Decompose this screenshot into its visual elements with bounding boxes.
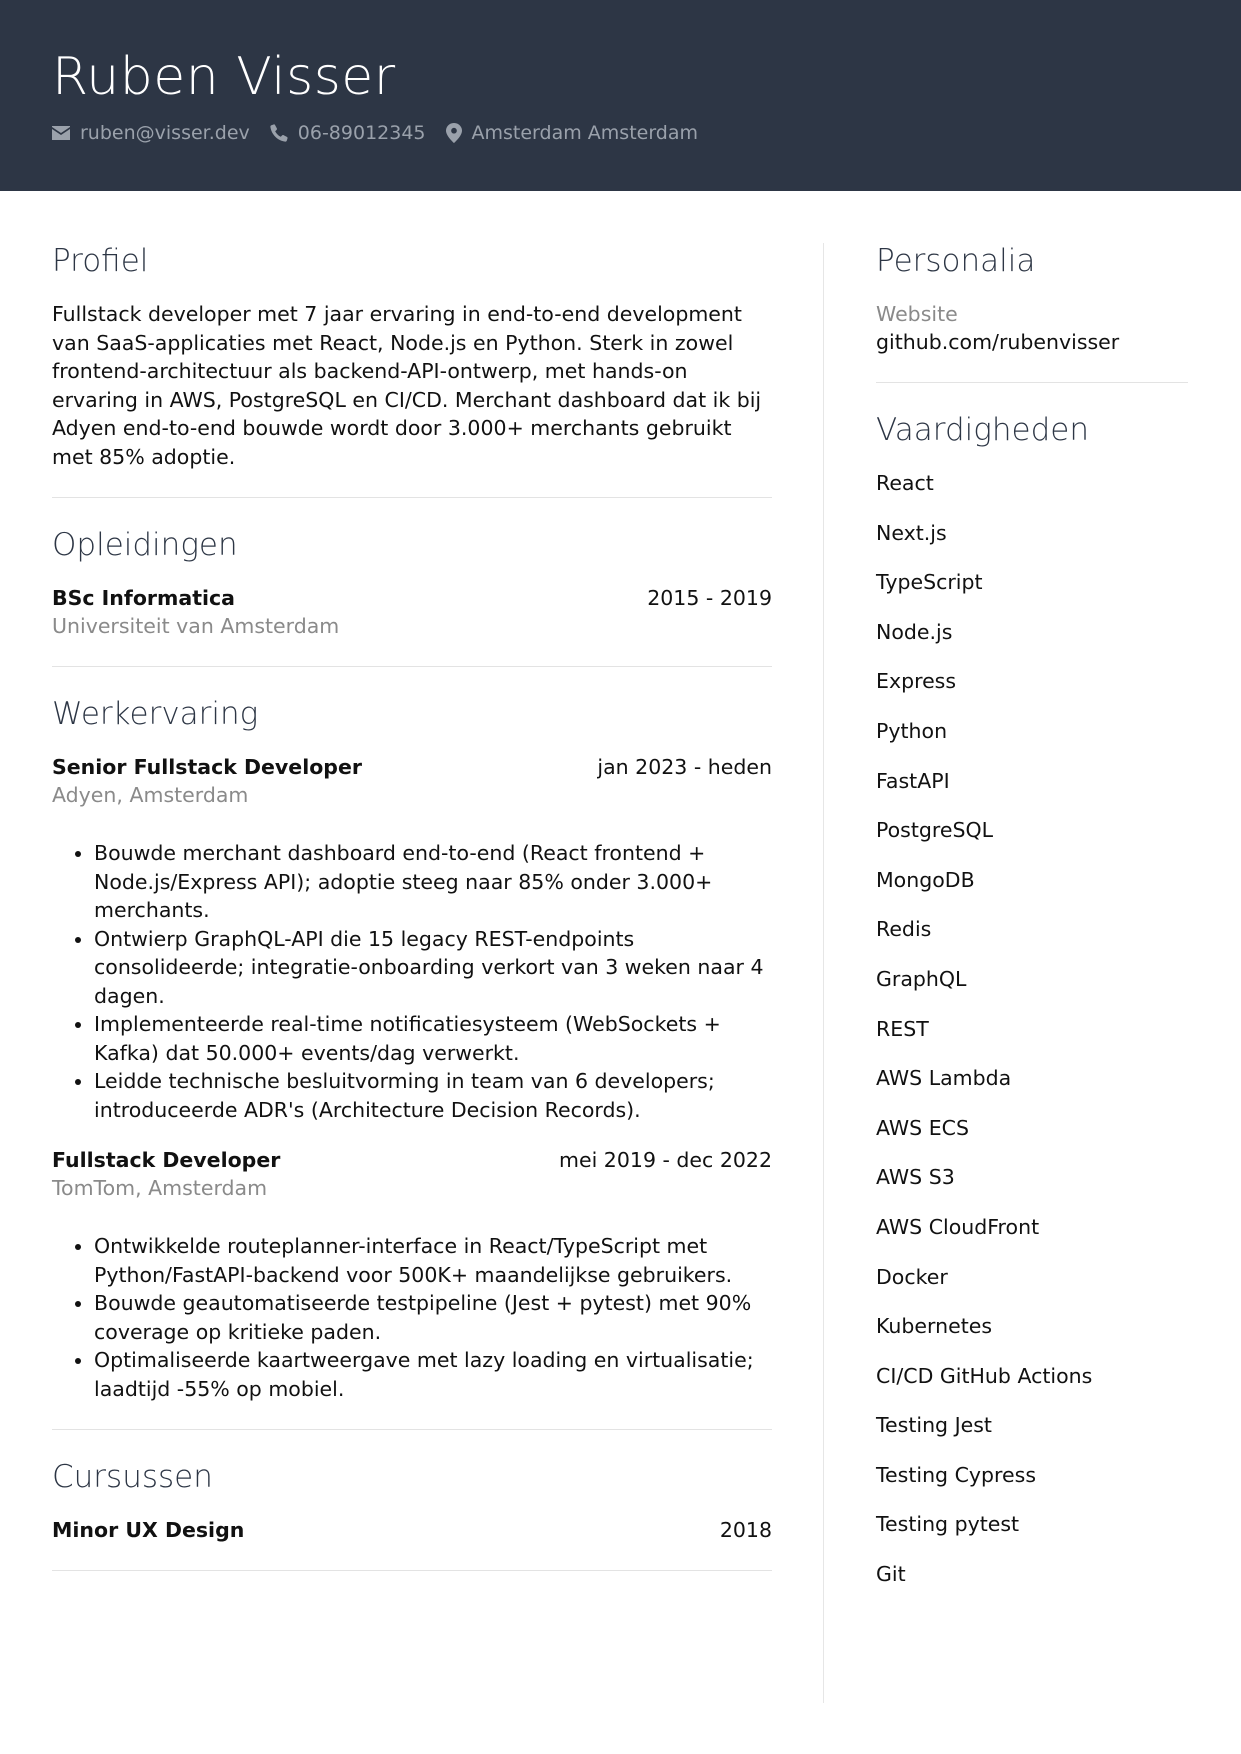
skill-item: REST	[876, 1016, 929, 1041]
skill-item: Next.js	[876, 520, 947, 545]
location-text: Amsterdam Amsterdam	[471, 122, 699, 144]
contact-email[interactable]	[52, 122, 250, 144]
section-heading-experience: Werkervaring	[52, 696, 259, 732]
experience-entry	[52, 1146, 772, 1403]
skill-item: Kubernetes	[876, 1314, 993, 1339]
experience-section	[52, 667, 772, 1430]
skill-item: CI/CD GitHub Actions	[876, 1363, 1093, 1388]
skill-item: Testing pytest	[876, 1512, 1020, 1537]
website-link[interactable]: github.com/rubenvisser	[876, 330, 1120, 354]
contact-bar	[52, 122, 718, 144]
job-bullets	[52, 1232, 772, 1403]
skill-item: Testing Cypress	[876, 1462, 1036, 1487]
education-institution: Universiteit van Amsterdam	[52, 614, 340, 638]
personal-section	[876, 236, 1188, 383]
list-item: • Leidde technische besluitvorming in team van 6 developers; introduceerde ADR's (Architecture Decision Records).	[94, 1067, 772, 1124]
job-period: jan 2023 - heden	[597, 755, 772, 779]
section-heading-personal: Personalia	[876, 243, 1036, 279]
main-column	[52, 236, 772, 1571]
job-bullets	[52, 839, 772, 1124]
skill-item: Redis	[876, 917, 932, 942]
skill-item: Docker	[876, 1264, 948, 1289]
profile-text: Fullstack developer met 7 jaar ervaring in end-to-end development van SaaS-applicaties met React, Node.js en Python. Sterk in zowel frontend-architectuur als backend-API-ontwerp, met hands-on ervaring in AWS, PostgreSQL en CI/CD. Merchant dashboard dat ik bij Adyen end-to-end bouwde wordt door 3.000+ merchants gebruikt met 85% adoptie.	[52, 302, 762, 469]
website-label: Website	[876, 302, 958, 326]
header-banner	[0, 0, 1241, 191]
skill-item: FastAPI	[876, 768, 950, 793]
list-item: • Optimaliseerde kaartweergave met lazy loading en virtualisatie; laadtijd -55% op mobiel.	[94, 1346, 772, 1403]
envelope-icon	[52, 126, 70, 140]
education-period: 2015 - 2019	[647, 586, 772, 610]
skill-item: AWS ECS	[876, 1115, 969, 1140]
course-entry	[52, 1516, 772, 1544]
job-period: mei 2019 - dec 2022	[559, 1148, 772, 1172]
candidate-name: Ruben Visser	[52, 47, 396, 107]
education-entry	[52, 584, 772, 640]
skill-item: React	[876, 471, 934, 495]
list-item: • Implementeerde real-time notificatiesysteem (WebSockets + Kafka) dat 50.000+ events/dag verwerkt.	[94, 1010, 772, 1067]
course-title: Minor UX Design	[52, 1518, 245, 1542]
sidebar-column	[876, 236, 1188, 1610]
email-text: ruben@visser.dev	[80, 122, 250, 144]
skill-item: TypeScript	[876, 570, 983, 595]
skill-item: Testing Jest	[876, 1413, 992, 1438]
list-item: • Ontwierp GraphQL-API die 15 legacy REST-endpoints consolideerde; integratie-onboarding verkort van 3 weken naar 4 dagen.	[94, 925, 772, 1011]
list-item: • Bouwde merchant dashboard end-to-end (React frontend + Node.js/Express API); adoptie steeg naar 85% onder 3.000+ merchants.	[94, 839, 772, 925]
profile-section	[52, 236, 772, 498]
skill-item: Python	[876, 718, 948, 743]
education-section	[52, 498, 772, 667]
skill-item: AWS CloudFront	[876, 1214, 1040, 1239]
skill-item: Git	[876, 1562, 906, 1587]
job-title: Fullstack Developer	[52, 1148, 281, 1172]
course-year: 2018	[719, 1518, 772, 1542]
skill-item: MongoDB	[876, 867, 975, 892]
section-heading-profile: Profiel	[52, 243, 149, 279]
map-pin-icon	[446, 123, 462, 143]
skill-item: Node.js	[876, 619, 953, 644]
section-heading-skills: Vaardigheden	[876, 412, 1090, 448]
job-title: Senior Fullstack Developer	[52, 755, 362, 779]
skill-item: Express	[876, 669, 957, 694]
skills-section	[876, 383, 1188, 1610]
experience-entry	[52, 753, 772, 1124]
education-title: BSc Informatica	[52, 586, 236, 610]
list-item: • Bouwde geautomatiseerde testpipeline (Jest + pytest) met 90% coverage op kritieke paden.	[94, 1289, 772, 1346]
contact-location	[446, 122, 699, 144]
contact-phone[interactable]	[270, 122, 426, 144]
courses-section	[52, 1430, 772, 1571]
skill-item: PostgreSQL	[876, 818, 994, 843]
skills-list	[876, 469, 1188, 1610]
column-divider	[823, 243, 824, 1703]
phone-icon	[270, 124, 288, 142]
section-heading-education: Opleidingen	[52, 527, 238, 563]
phone-text: 06-89012345	[297, 122, 426, 144]
job-company: Adyen, Amsterdam	[52, 783, 249, 807]
job-company: TomTom, Amsterdam	[52, 1176, 268, 1200]
skill-item: GraphQL	[876, 966, 967, 991]
list-item: • Ontwikkelde routeplanner-interface in React/TypeScript met Python/FastAPI-backend voor 500K+ maandelijkse gebruikers.	[94, 1232, 772, 1289]
section-heading-courses: Cursussen	[52, 1459, 213, 1495]
skill-item: AWS S3	[876, 1165, 955, 1190]
skill-item: AWS Lambda	[876, 1066, 1012, 1091]
